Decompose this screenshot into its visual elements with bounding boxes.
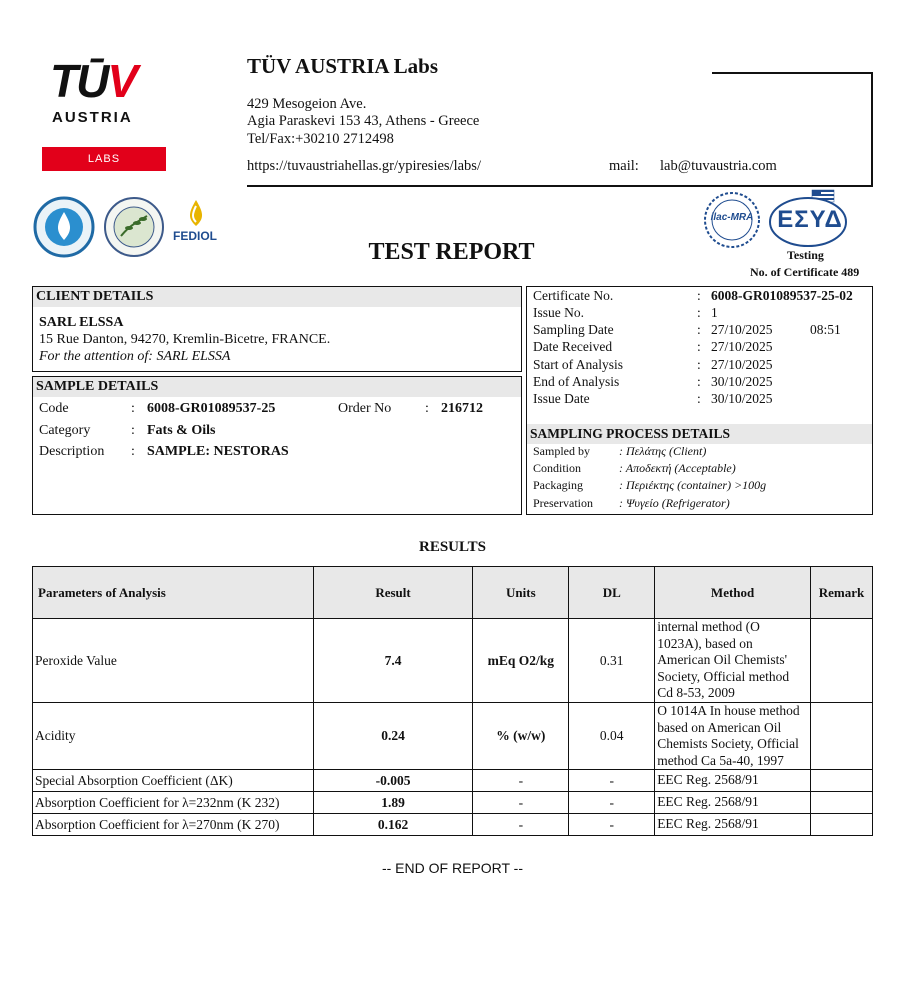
cert-row-label: End of Analysis: [533, 374, 620, 389]
table-row: [33, 792, 873, 814]
cert-row-label: Date Received: [533, 339, 613, 354]
table-row: [33, 619, 873, 703]
fediol-label: FEDIOL: [173, 229, 217, 243]
table-row: [33, 770, 873, 792]
cert-row-label: Start of Analysis: [533, 357, 623, 372]
ilac-mra-label: ilac-MRA: [710, 212, 754, 223]
client-details-box: [32, 286, 522, 372]
col-remark: Remark: [811, 567, 873, 619]
sample-code-label: Code: [39, 401, 69, 416]
dl-cell: 0.04: [569, 703, 655, 770]
result-cell: 0.24: [313, 703, 473, 770]
order-no-label: Order No: [338, 401, 392, 416]
certificate-box: [526, 286, 873, 515]
cert-row-colon: :: [697, 305, 701, 320]
table-row: [33, 703, 873, 770]
start-of-analysis: 27/10/2025: [711, 357, 773, 372]
lab-address-line1: 429 Mesogeion Ave.: [247, 96, 367, 112]
method-line: internal method (O: [657, 619, 760, 635]
tuv-logo-v: V: [107, 55, 137, 107]
sampling-date: 27/10/2025: [711, 322, 773, 337]
sample-code-colon: :: [131, 401, 135, 416]
preservation-value: : Ψυγείο (Refrigerator): [619, 496, 730, 510]
client-attention-value: SARL ELSSA: [156, 349, 231, 364]
remark-cell: [811, 814, 873, 836]
sample-description-value: SAMPLE: NESTORAS: [147, 444, 289, 459]
date-received: 27/10/2025: [711, 339, 773, 354]
cert-row-label: Certificate No.: [533, 288, 614, 303]
method-line: O 1014A In house method: [657, 703, 800, 718]
method-line: based on American Oil: [657, 719, 782, 735]
results-header-row: [33, 567, 873, 619]
sample-details-box: [32, 376, 522, 515]
client-details-header: CLIENT DETAILS: [33, 287, 521, 307]
tuv-logo: [50, 55, 137, 107]
order-no-value: 216712: [441, 401, 483, 416]
results-title: RESULTS: [419, 539, 486, 555]
units-cell: mEq O2/kg: [473, 619, 569, 703]
method-cell: [655, 619, 811, 703]
units-cell: -: [473, 770, 569, 792]
report-title: [0, 239, 905, 266]
lab-name: TÜV AUSTRIA Labs: [247, 54, 439, 78]
end-of-report: -- END OF REPORT --: [381, 860, 524, 876]
method-cell: EEC Reg. 2568/91: [655, 814, 811, 836]
lab-address-line2: Agia Paraskevi 153 43, Athens - Greece: [247, 113, 480, 129]
method-line: Cd 8-53, 2009: [657, 685, 735, 701]
sample-category-value: Fats & Oils: [147, 423, 216, 438]
tuv-logo-austria: AUSTRIA: [52, 109, 133, 126]
client-attention-label: For the attention of:: [39, 349, 153, 364]
param-cell: Acidity: [33, 703, 314, 770]
table-row: [33, 814, 873, 836]
col-units: Units: [473, 567, 569, 619]
method-line: method Ca 5a-40, 1997: [657, 752, 784, 768]
method-cell: EEC Reg. 2568/91: [655, 792, 811, 814]
lab-website[interactable]: https://tuvaustriahellas.gr/ypiresies/labs/: [247, 158, 481, 174]
cert-row-colon: :: [697, 339, 701, 354]
cert-row-colon: :: [697, 357, 701, 372]
sampling-process-header: SAMPLING PROCESS DETAILS: [527, 424, 872, 444]
units-cell: % (w/w): [473, 703, 569, 770]
col-method: Method: [655, 567, 811, 619]
fediol-drop-icon: [183, 198, 209, 228]
sample-details-header: SAMPLE DETAILS: [33, 377, 521, 397]
param-cell: Absorption Coefficient for λ=270nm (K 270): [33, 814, 314, 836]
dl-cell: -: [569, 792, 655, 814]
remark-cell: [811, 792, 873, 814]
cert-row-label: Issue Date: [533, 391, 590, 406]
accreditation-testing-label: Testing: [787, 248, 824, 262]
result-cell: -0.005: [313, 770, 473, 792]
units-cell: -: [473, 814, 569, 836]
param-cell: Peroxide Value: [33, 619, 314, 703]
sample-category-label: Category: [39, 423, 91, 438]
order-no-colon: :: [425, 401, 429, 416]
remark-cell: [811, 770, 873, 792]
col-dl: DL: [569, 567, 655, 619]
method-line: Chemists Society, Official: [657, 736, 799, 751]
sample-description-colon: :: [131, 444, 135, 459]
dl-cell: 0.31: [569, 619, 655, 703]
param-cell: Special Absorption Coefficient (ΔK): [33, 770, 314, 792]
sampling-row-label: Preservation: [533, 496, 593, 510]
condition-value: : Αποδεκτή (Acceptable): [619, 461, 736, 475]
units-cell: -: [473, 792, 569, 814]
remark-cell: [811, 619, 873, 703]
col-parameters: Parameters of Analysis: [33, 567, 314, 619]
certificate-number: 6008-GR01089537-25-02: [711, 288, 853, 303]
tuv-logo-tu: TŪ: [50, 55, 108, 107]
cert-row-colon: :: [697, 288, 701, 303]
results-table: [32, 566, 873, 836]
dl-cell: -: [569, 814, 655, 836]
sampling-row-label: Sampled by: [533, 444, 590, 458]
result-cell: 1.89: [313, 792, 473, 814]
cert-row-label: Issue No.: [533, 305, 584, 320]
method-cell: EEC Reg. 2568/91: [655, 770, 811, 792]
lab-mail-label: mail:: [609, 158, 639, 174]
result-cell: 0.162: [313, 814, 473, 836]
accreditation-certificate-number: No. of Certificate 489: [750, 265, 860, 279]
result-cell: 7.4: [313, 619, 473, 703]
header-divider: [247, 185, 873, 187]
lab-mail[interactable]: lab@tuvaustria.com: [660, 158, 777, 174]
cert-row-colon: :: [697, 391, 701, 406]
sampling-row-label: Condition: [533, 461, 582, 475]
param-cell: Absorption Coefficient for λ=232nm (K 232): [33, 792, 314, 814]
client-name: SARL ELSSA: [39, 315, 124, 330]
cert-row-colon: :: [697, 374, 701, 389]
header-frame: [712, 72, 873, 187]
client-attention: [39, 349, 230, 365]
sampling-time: 08:51: [810, 322, 841, 337]
method-line: Society, Official method: [657, 668, 790, 684]
sampled-by-value: : Πελάτης (Client): [619, 444, 707, 458]
sample-category-colon: :: [131, 423, 135, 438]
lab-telfax: Tel/Fax:+30210 2712498: [247, 131, 394, 147]
dl-cell: -: [569, 770, 655, 792]
tuv-logo-labs: LABS: [42, 147, 166, 171]
end-of-analysis: 30/10/2025: [711, 374, 773, 389]
client-address: 15 Rue Danton, 94270, Kremlin-Bicetre, FRANCE.: [39, 332, 331, 347]
cert-row-colon: :: [697, 322, 701, 337]
esyd-label: ΕΣΥΔ: [777, 206, 843, 233]
method-line: 1023A), based on: [657, 635, 753, 651]
method-cell: [655, 703, 811, 770]
col-result: Result: [313, 567, 473, 619]
report-title-text: TEST REPORT: [368, 239, 535, 265]
sample-code-value: 6008-GR01089537-25: [147, 401, 276, 416]
issue-number: 1: [711, 305, 718, 320]
packaging-value: : Περιέκτης (container) >100g: [619, 478, 767, 492]
method-line: American Oil Chemists': [657, 652, 788, 668]
issue-date: 30/10/2025: [711, 391, 773, 406]
remark-cell: [811, 703, 873, 770]
sample-description-label: Description: [39, 444, 105, 459]
cert-row-label: Sampling Date: [533, 322, 614, 337]
sampling-row-label: Packaging: [533, 478, 583, 492]
